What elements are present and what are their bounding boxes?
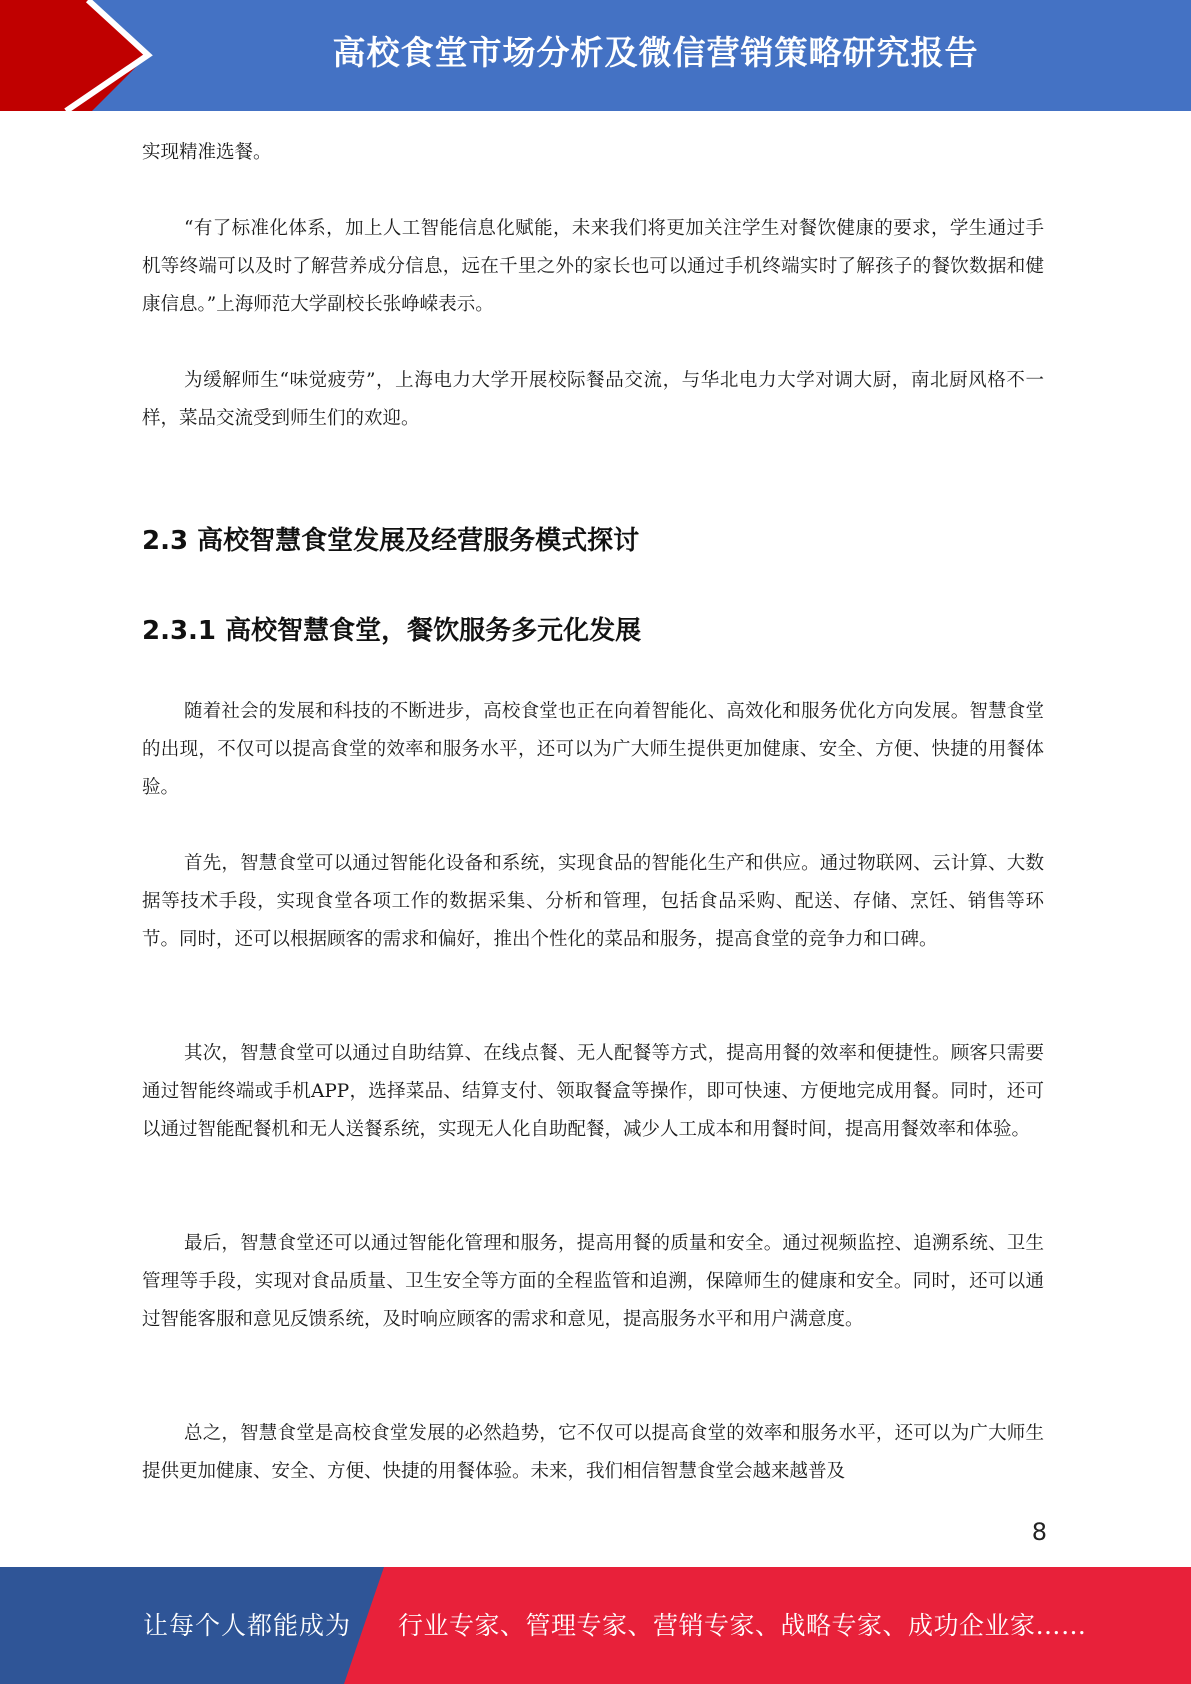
paragraph: 实现精准选餐。 xyxy=(142,142,272,163)
footer-banner xyxy=(0,1567,1191,1684)
section-heading: 2.3 高校智慧食堂发展及经营服务模式探讨 xyxy=(142,526,640,556)
paragraph: 为缓解师生“味觉疲劳”，上海电力大学开展校际餐品交流，与华北电力大学对调大厨，南北厨风格不一样，菜品交流受到师生们的欢迎。 xyxy=(142,370,1044,429)
subsection-heading: 2.3.1 高校智慧食堂，餐饮服务多元化发展 xyxy=(142,616,642,646)
paragraph: 首先，智慧食堂可以通过智能化设备和系统，实现食品的智能化生产和供应。通过物联网、云计算、大数据等技术手段，实现食堂各项工作的数据采集、分析和管理，包括食品采购、配送、存储、烹饪、销售等环节。同时，还可以根据顾客的需求和偏好，推出个性化的菜品和服务，提高食堂的竞争力和口碑。 xyxy=(142,853,1044,950)
footer-slogan-left: 让每个人都能成为 xyxy=(143,1611,352,1640)
paragraph: 总之，智慧食堂是高校食堂发展的必然趋势，它不仅可以提高食堂的效率和服务水平，还可以为广大师生提供更加健康、安全、方便、快捷的用餐体验。未来，我们相信智慧食堂会越来越普及 xyxy=(142,1423,1044,1482)
page-number: 8 xyxy=(1031,1518,1047,1546)
paragraph: “有了标准化体系，加上人工智能信息化赋能，未来我们将更加关注学生对餐饮健康的要求，学生通过手机等终端可以及时了解营养成分信息，远在千里之外的家长也可以通过手机终端实时了解孩子的餐饮数据和健康信息。”上海师范大学副校长张峥嵘表示。 xyxy=(142,218,1044,315)
paragraph: 其次，智慧食堂可以通过自助结算、在线点餐、无人配餐等方式，提高用餐的效率和便捷性。顾客只需要通过智能终端或手机APP，选择菜品、结算支付、领取餐盒等操作，即可快速、方便地完成用餐。同时，还可以通过智能配餐机和无人送餐系统，实现无人化自助配餐，减少人工成本和用餐时间，提高用餐效率和体验。 xyxy=(142,1043,1044,1140)
footer-slogan-right: 行业专家、管理专家、营销专家、战略专家、成功企业家…… xyxy=(398,1611,1087,1640)
paragraph: 随着社会的发展和科技的不断进步，高校食堂也正在向着智能化、高效化和服务优化方向发展。智慧食堂的出现，不仅可以提高食堂的效率和服务水平，还可以为广大师生提供更加健康、安全、方便、快捷的用餐体验。 xyxy=(142,701,1044,798)
paragraph: 最后，智慧食堂还可以通过智能化管理和服务，提高用餐的质量和安全。通过视频监控、追溯系统、卫生管理等手段，实现对食品质量、卫生安全等方面的全程监管和追溯，保障师生的健康和安全。同时，还可以通过智能客服和意见反馈系统，及时响应顾客的需求和意见，提高服务水平和用户满意度。 xyxy=(142,1233,1044,1330)
header-banner xyxy=(0,0,1191,111)
report-title: 高校食堂市场分析及微信营销策略研究报告 xyxy=(332,33,979,72)
